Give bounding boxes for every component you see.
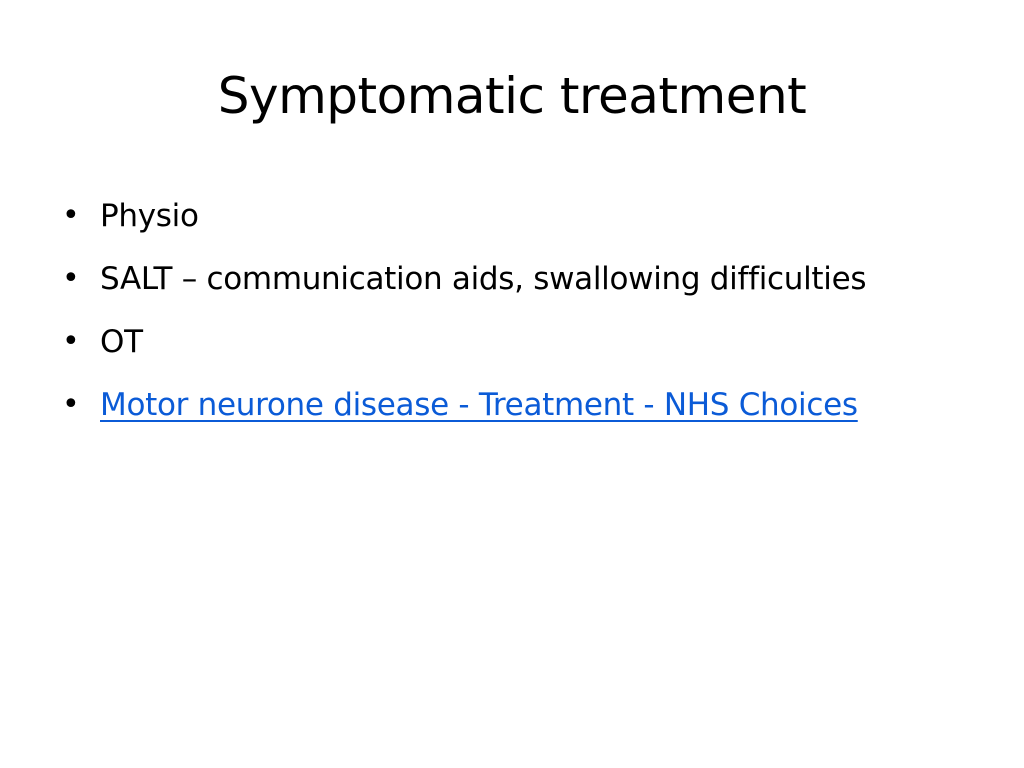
bullet-icon: • — [62, 261, 80, 296]
bullet-text: Physio — [100, 198, 199, 234]
bullet-item-nhs-link — [56, 379, 916, 431]
bullet-text: SALT – communication aids, swallowing difficulties — [100, 261, 867, 297]
bullet-list — [56, 190, 916, 442]
bullet-icon: • — [62, 198, 80, 233]
bullet-icon: • — [62, 324, 80, 359]
slide-title: Symptomatic treatment — [217, 67, 807, 125]
nhs-choices-link[interactable]: Motor neurone disease - Treatment - NHS Choices — [100, 387, 858, 423]
bullet-item-salt — [56, 253, 916, 305]
bullet-icon: • — [62, 387, 80, 422]
bullet-item-ot — [56, 316, 916, 368]
bullet-item-physio — [56, 190, 916, 242]
bullet-text: OT — [100, 324, 143, 360]
